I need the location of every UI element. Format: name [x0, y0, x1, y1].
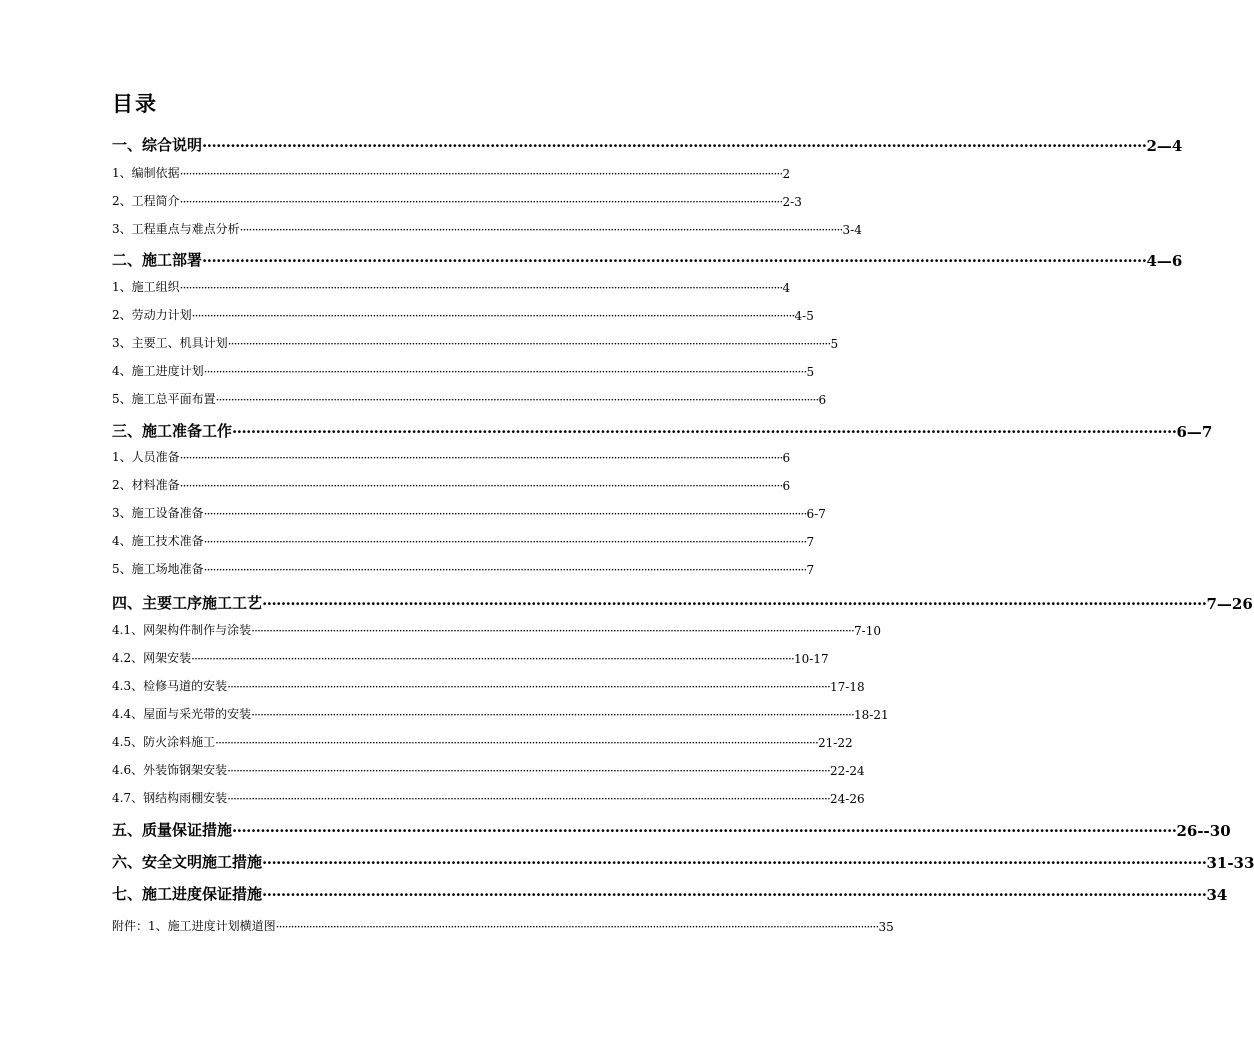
toc-subsection-entry — [112, 916, 894, 934]
toc-entry-page: 31-33 — [1206, 854, 1254, 872]
toc-subsection-entry — [112, 620, 881, 638]
toc-entry-label: 2、劳动力计划 — [112, 308, 192, 322]
toc-entry-label: 4.3、检修马道的安装 — [112, 679, 228, 693]
toc-dot-leader: ········································································································································································································ — [179, 479, 783, 493]
toc-dot-leader: ········································································································································································································ — [239, 223, 843, 237]
toc-subsection-entry — [112, 219, 862, 237]
toc-entry-page: 7 — [806, 563, 815, 577]
toc-entry-page: 6—7 — [1176, 423, 1213, 441]
toc-entry-page: 7-10 — [854, 624, 881, 638]
toc-entry-page: 6 — [782, 479, 791, 493]
toc-entry-label: 1、编制依据 — [112, 166, 180, 180]
toc-dot-leader: ········································································································································································································ — [232, 822, 1177, 840]
toc-section-entry — [112, 133, 1183, 155]
toc-subsection-entry — [112, 648, 829, 666]
toc-subsection-entry — [112, 389, 827, 407]
toc-subsection-entry — [112, 676, 865, 694]
toc-dot-leader: ········································································································································································································ — [179, 281, 783, 295]
toc-entry-page: 2 — [782, 167, 791, 181]
toc-entry-label: 4.5、防火涂料施工 — [112, 735, 216, 749]
toc-entry-label: 3、主要工、机具计划 — [112, 336, 228, 350]
toc-entry-label: 4.6、外装饰钢架安装 — [112, 763, 228, 777]
toc-entry-page: 4 — [782, 281, 791, 295]
toc-entry-page: 6 — [818, 393, 827, 407]
toc-dot-leader: ········································································································································································································ — [191, 309, 795, 323]
toc-subsection-entry — [112, 760, 865, 778]
toc-entry-page: 7—26 — [1206, 595, 1253, 613]
toc-entry-page: 10-17 — [794, 652, 829, 666]
toc-entry-label: 1、施工组织 — [112, 280, 180, 294]
toc-entry-label: 三、施工准备工作 — [112, 422, 233, 440]
toc-entry-page: 2-3 — [782, 195, 802, 209]
toc-subsection-entry — [112, 503, 826, 521]
toc-entry-page: 2—4 — [1146, 137, 1183, 155]
toc-entry-label: 3、工程重点与难点分析 — [112, 222, 240, 236]
toc-entry-page: 35 — [878, 920, 894, 934]
toc-entry-page: 6 — [782, 451, 791, 465]
toc-entry-page: 34 — [1206, 886, 1228, 904]
toc-subsection-entry — [112, 788, 865, 806]
toc-entry-page: 22-24 — [830, 764, 865, 778]
toc-dot-leader: ········································································································································································································ — [202, 137, 1147, 155]
toc-entry-page: 5 — [830, 337, 839, 351]
toc-dot-leader: ········································································································································································································ — [227, 792, 830, 806]
toc-entry-page: 26--30 — [1176, 822, 1231, 840]
toc-entry-label: 4.2、网架安装 — [112, 651, 192, 665]
toc-section-entry — [112, 248, 1183, 270]
toc-entry-page: 7 — [806, 535, 815, 549]
toc-section-entry — [112, 882, 1228, 904]
toc-subsection-entry — [112, 704, 889, 722]
toc-dot-leader: ········································································································································································································ — [262, 854, 1207, 872]
toc-section-entry — [112, 850, 1254, 872]
toc-entry-page: 24-26 — [830, 792, 865, 806]
toc-dot-leader: ········································································································································································································ — [179, 167, 783, 181]
toc-dot-leader: ········································································································································································································ — [215, 393, 819, 407]
toc-dot-leader: ········································································································································································································ — [262, 595, 1207, 613]
toc-dot-leader: ········································································································································································································ — [251, 624, 854, 638]
toc-dot-leader: ········································································································································································································ — [227, 680, 830, 694]
toc-dot-leader: ········································································································································································································ — [262, 886, 1207, 904]
toc-dot-leader: ········································································································································································································ — [203, 507, 807, 521]
toc-section-entry — [112, 419, 1213, 441]
toc-entry-label: 一、综合说明 — [112, 136, 203, 154]
toc-title: 目录 — [112, 91, 158, 116]
toc-entry-label: 2、材料准备 — [112, 478, 180, 492]
toc-entry-page: 4-5 — [794, 309, 814, 323]
toc-dot-leader: ········································································································································································································ — [179, 195, 783, 209]
toc-entry-label: 四、主要工序施工工艺 — [112, 594, 263, 612]
toc-dot-leader: ········································································································································································································ — [202, 252, 1147, 270]
toc-entry-label: 附件：1、施工进度计划横道图 — [112, 919, 276, 933]
toc-subsection-entry — [112, 447, 791, 465]
toc-entry-page: 6-7 — [806, 507, 826, 521]
toc-subsection-entry — [112, 305, 814, 323]
toc-subsection-entry — [112, 163, 791, 181]
toc-entry-page: 18-21 — [854, 708, 889, 722]
toc-entry-label: 1、人员准备 — [112, 450, 180, 464]
toc-dot-leader: ········································································································································································································ — [179, 451, 783, 465]
toc-section-entry — [112, 818, 1231, 840]
toc-entry-page: 21-22 — [818, 736, 853, 750]
toc-entry-label: 六、安全文明施工措施 — [112, 853, 263, 871]
toc-subsection-entry — [112, 475, 791, 493]
toc-entry-label: 二、施工部署 — [112, 251, 203, 269]
toc-entry-label: 4.7、钢结构雨棚安装 — [112, 791, 228, 805]
toc-subsection-entry — [112, 333, 839, 351]
toc-entry-label: 五、质量保证措施 — [112, 821, 233, 839]
toc-entry-label: 5、施工总平面布置 — [112, 392, 216, 406]
toc-dot-leader: ········································································································································································································ — [203, 365, 807, 379]
toc-subsection-entry — [112, 531, 815, 549]
toc-entry-page: 17-18 — [830, 680, 865, 694]
toc-entry-page: 5 — [806, 365, 815, 379]
toc-entry-label: 2、工程简介 — [112, 194, 180, 208]
toc-dot-leader: ········································································································································································································ — [191, 652, 794, 666]
toc-dot-leader: ········································································································································································································ — [227, 764, 830, 778]
toc-entry-label: 七、施工进度保证措施 — [112, 885, 263, 903]
toc-entry-page: 3-4 — [842, 223, 862, 237]
toc-subsection-entry — [112, 361, 815, 379]
toc-dot-leader: ········································································································································································································ — [232, 423, 1177, 441]
toc-entry-label: 4.1、网架构件制作与涂装 — [112, 623, 252, 637]
toc-entry-label: 4.4、屋面与采光带的安装 — [112, 707, 252, 721]
toc-dot-leader: ········································································································································································································ — [227, 337, 831, 351]
toc-dot-leader: ········································································································································································································ — [275, 920, 879, 934]
toc-entry-label: 3、施工设备准备 — [112, 506, 204, 520]
toc-subsection-entry — [112, 559, 815, 577]
toc-entry-label: 4、施工进度计划 — [112, 364, 204, 378]
toc-subsection-entry — [112, 732, 853, 750]
toc-dot-leader: ········································································································································································································ — [203, 535, 807, 549]
toc-section-entry — [112, 591, 1253, 613]
toc-entry-label: 4、施工技术准备 — [112, 534, 204, 548]
toc-dot-leader: ········································································································································································································ — [215, 736, 818, 750]
toc-entry-label: 5、施工场地准备 — [112, 562, 204, 576]
toc-subsection-entry — [112, 277, 791, 295]
toc-subsection-entry — [112, 191, 802, 209]
toc-dot-leader: ········································································································································································································ — [203, 563, 807, 577]
toc-entry-page: 4—6 — [1146, 252, 1183, 270]
toc-dot-leader: ········································································································································································································ — [251, 708, 854, 722]
